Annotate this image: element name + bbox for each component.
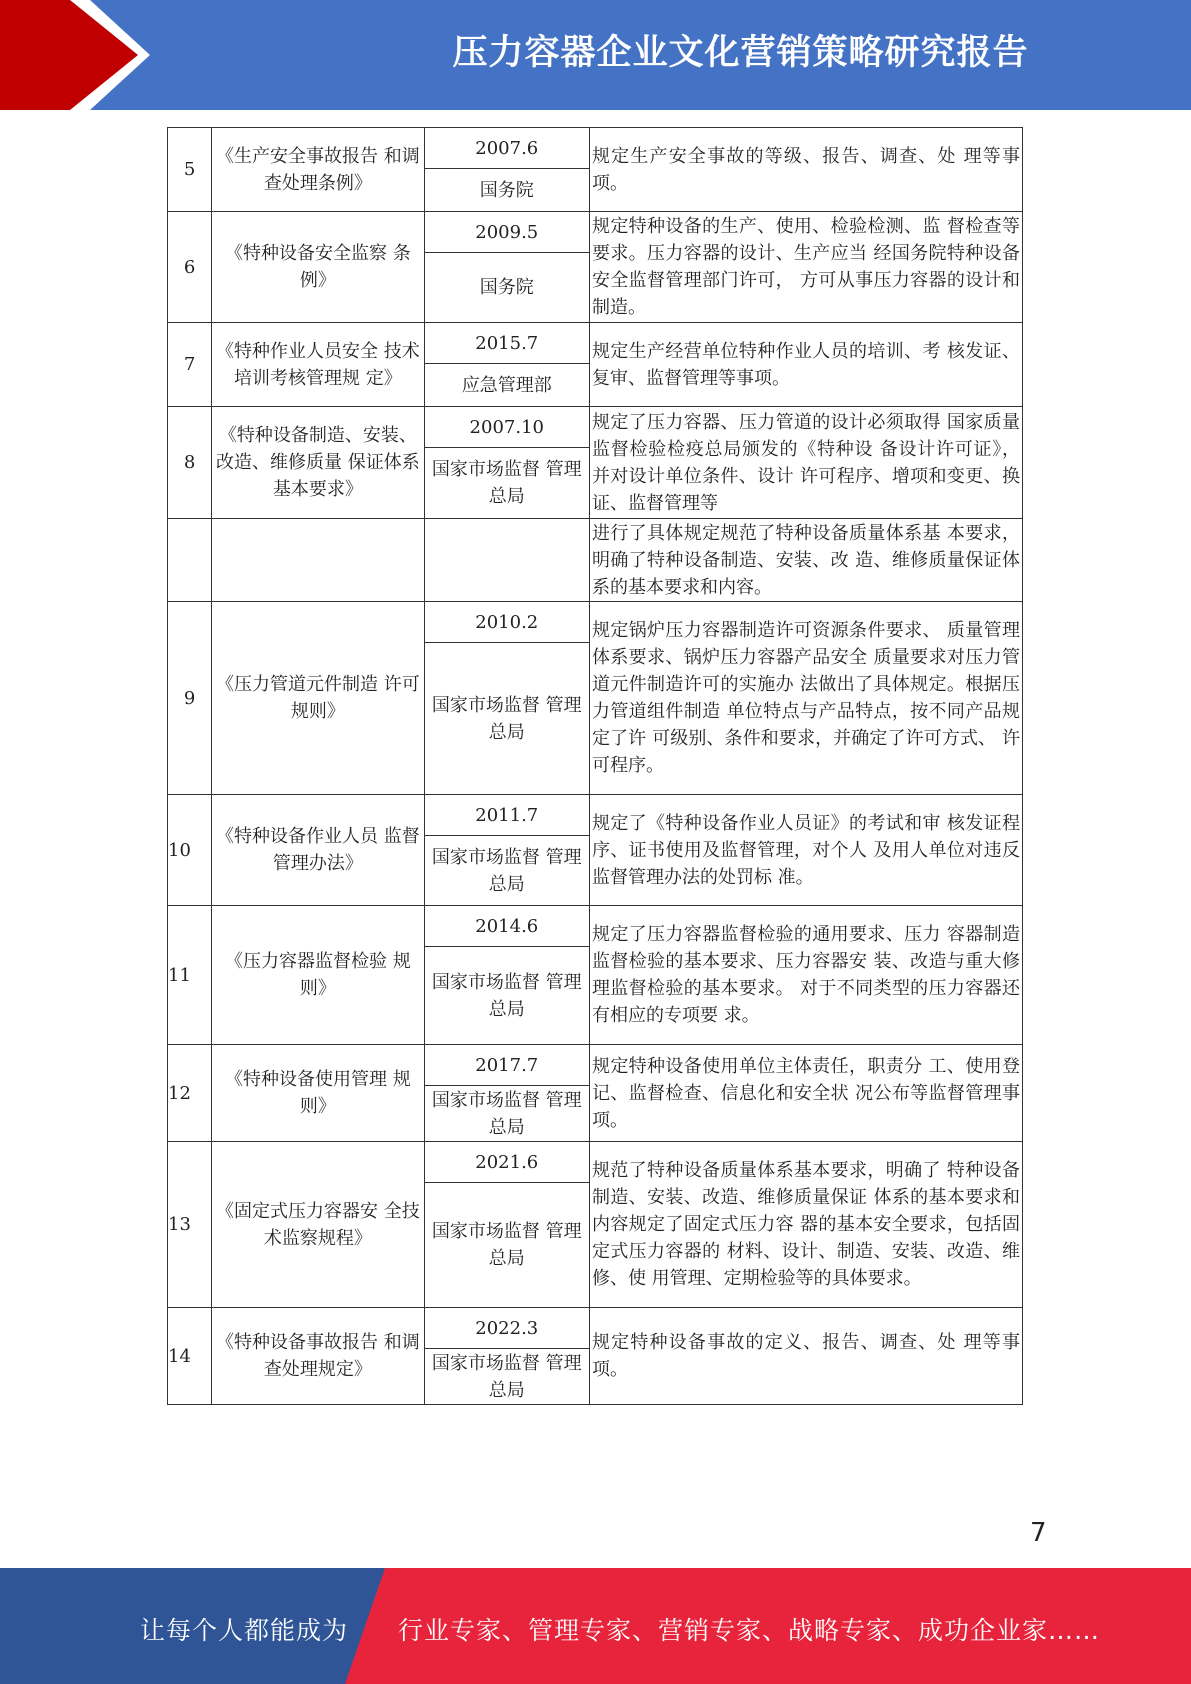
regulation-description: 规定特种设备事故的定义、报告、调查、处 理等事项。 bbox=[589, 1308, 1022, 1405]
row-number: 5 bbox=[168, 128, 212, 212]
table-row bbox=[168, 519, 1023, 602]
issuing-authority: 国家市场监督 管理总局 bbox=[431, 1089, 582, 1138]
table-row bbox=[168, 795, 1023, 906]
table-row bbox=[168, 1142, 1023, 1308]
chevron-decoration bbox=[0, 0, 160, 110]
issue-date: 2009.5 bbox=[425, 212, 589, 253]
issuing-authority: 国家市场监督 管理总局 bbox=[431, 1352, 582, 1401]
issue-date: 2011.7 bbox=[425, 795, 589, 836]
issuing-authority: 国家市场监督 管理总局 bbox=[431, 846, 582, 895]
meta-cell bbox=[424, 906, 589, 1045]
table-row bbox=[168, 323, 1023, 407]
regulation-description: 规定特种设备使用单位主体责任，职责分 工、使用登记、监督检查、信息化和安全状 况公布等监督管理事项。 bbox=[589, 1045, 1022, 1142]
report-title: 压力容器企业文化营销策略研究报告 bbox=[452, 33, 1029, 73]
meta-cell bbox=[424, 1308, 589, 1405]
table-row bbox=[168, 128, 1023, 212]
table-row bbox=[168, 212, 1023, 323]
regulation-description: 规定生产安全事故的等级、报告、调查、处 理等事项。 bbox=[589, 128, 1022, 212]
regulation-description: 规定了压力容器监督检验的通用要求、压力 容器制造监督检验的基本要求、压力容器安 装、改造与重大修理监督检验的基本要求。 对于不同类型的压力容器还有相应的专项要 求。 bbox=[589, 906, 1022, 1045]
issuing-authority: 国务院 bbox=[479, 277, 534, 298]
meta-cell bbox=[424, 795, 589, 906]
page-footer bbox=[0, 1568, 1191, 1684]
regulation-description: 进行了具体规定规范了特种设备质量体系基 本要求，明确了特种设备制造、安装、改 造、维修质量保证体系的基本要求和内容。 bbox=[589, 519, 1022, 602]
row-number: 6 bbox=[168, 212, 212, 323]
issue-date: 2022.3 bbox=[425, 1308, 589, 1349]
meta-cell bbox=[424, 128, 589, 212]
meta-cell bbox=[424, 1045, 589, 1142]
row-number: 7 bbox=[168, 323, 212, 407]
regulation-description: 规定锅炉压力容器制造许可资源条件要求、 质量管理体系要求、锅炉压力容器产品安全 质量要求对压力管道元件制造许可的实施办 法做出了具体规定。根据压力管道组件制造 单位特点与产品特点，按不同产品规定了许 可级别、条件和要求，并确定了许可方式、 许可程序。 bbox=[589, 602, 1022, 795]
regulation-name: 《压力容器监督检验 规则》 bbox=[212, 906, 424, 1045]
regulation-description: 规范了特种设备质量体系基本要求，明确了 特种设备制造、安装、改造、维修质量保证 体系的基本要求和内容规定了固定式压力容 器的基本安全要求，包括固定式压力容器的 材料、设计、制造、安装、改造、维修、使 用管理、定期检验等的具体要求。 bbox=[589, 1142, 1022, 1308]
page-number: 7 bbox=[1030, 1518, 1047, 1548]
issue-date: 2014.6 bbox=[425, 906, 589, 947]
regulation-name: 《固定式压力容器安 全技术监察规程》 bbox=[212, 1142, 424, 1308]
regulation-description: 规定了压力容器、压力管道的设计必须取得 国家质量监督检验检疫总局颁发的《特种设 备设计许可证》，并对设计单位条件、设计 许可程序、增项和变更、换证、监督管理等 bbox=[589, 407, 1022, 519]
regulation-description: 规定特种设备的生产、使用、检验检测、监 督检查等要求。压力容器的设计、生产应当 经国务院特种设备安全监督管理部门许可， 方可从事压力容器的设计和制造。 bbox=[589, 212, 1022, 323]
regulation-name bbox=[212, 519, 424, 602]
regulation-name: 《生产安全事故报告 和调查处理条例》 bbox=[212, 128, 424, 212]
footer-slogan-left: 让每个人都能成为 bbox=[140, 1616, 349, 1645]
row-number: 9 bbox=[168, 602, 212, 795]
table-row bbox=[168, 407, 1023, 519]
issue-date: 2017.7 bbox=[425, 1045, 589, 1086]
regulation-name: 《压力管道元件制造 许可规则》 bbox=[212, 602, 424, 795]
issuing-authority: 国务院 bbox=[479, 179, 534, 201]
meta-cell bbox=[424, 519, 589, 602]
row-number: 12 bbox=[168, 1045, 212, 1142]
issue-date: 2021.6 bbox=[425, 1142, 589, 1183]
page-header bbox=[0, 0, 1191, 110]
row-number: 11 bbox=[168, 906, 212, 1045]
issuing-authority: 国家市场监督 管理总局 bbox=[431, 971, 582, 1020]
meta-cell bbox=[424, 1142, 589, 1308]
issuing-authority: 国家市场监督 管理总局 bbox=[431, 1221, 582, 1269]
issue-date: 2015.7 bbox=[425, 323, 589, 364]
footer-slogan-right: 行业专家、管理专家、营销专家、战略专家、成功企业家…… bbox=[398, 1616, 1101, 1645]
row-number: 13 bbox=[168, 1142, 212, 1308]
row-number bbox=[168, 519, 212, 602]
regulation-description: 规定了《特种设备作业人员证》的考试和审 核发证程序、证书使用及监督管理，对个人 及用人单位对违反监督管理办法的处罚标 准。 bbox=[589, 795, 1022, 906]
regulation-name: 《特种设备事故报告 和调查处理规定》 bbox=[212, 1308, 424, 1405]
issue-date: 2007.10 bbox=[425, 407, 589, 448]
meta-cell bbox=[424, 602, 589, 795]
regulation-description: 规定生产经营单位特种作业人员的培训、考 核发证、复审、监督管理等事项。 bbox=[589, 323, 1022, 407]
regulations-table bbox=[167, 127, 1023, 1405]
meta-cell bbox=[424, 212, 589, 323]
table-row bbox=[168, 906, 1023, 1045]
row-number: 10 bbox=[168, 795, 212, 906]
regulation-name: 《特种设备制造、安装、改造、维修质量 保证体系基本要求》 bbox=[212, 407, 424, 519]
regulation-name: 《特种设备作业人员 监督管理办法》 bbox=[212, 795, 424, 906]
issuing-authority: 应急管理部 bbox=[461, 374, 552, 396]
regulation-name: 《特种设备使用管理 规则》 bbox=[212, 1045, 424, 1142]
table-row bbox=[168, 602, 1023, 795]
issue-date: 2007.6 bbox=[425, 128, 589, 169]
row-number: 8 bbox=[168, 407, 212, 519]
row-number: 14 bbox=[168, 1308, 212, 1405]
issuing-authority: 国家市场监督 管理总局 bbox=[431, 694, 582, 743]
issuing-authority: 国家市场监督 管理总局 bbox=[431, 459, 582, 507]
issue-date: 2010.2 bbox=[425, 602, 589, 643]
table-row bbox=[168, 1045, 1023, 1142]
table-row bbox=[168, 1308, 1023, 1405]
meta-cell bbox=[424, 407, 589, 519]
regulation-name: 《特种作业人员安全 技术培训考核管理规 定》 bbox=[212, 323, 424, 407]
regulation-name: 《特种设备安全监察 条例》 bbox=[212, 212, 424, 323]
meta-cell bbox=[424, 323, 589, 407]
